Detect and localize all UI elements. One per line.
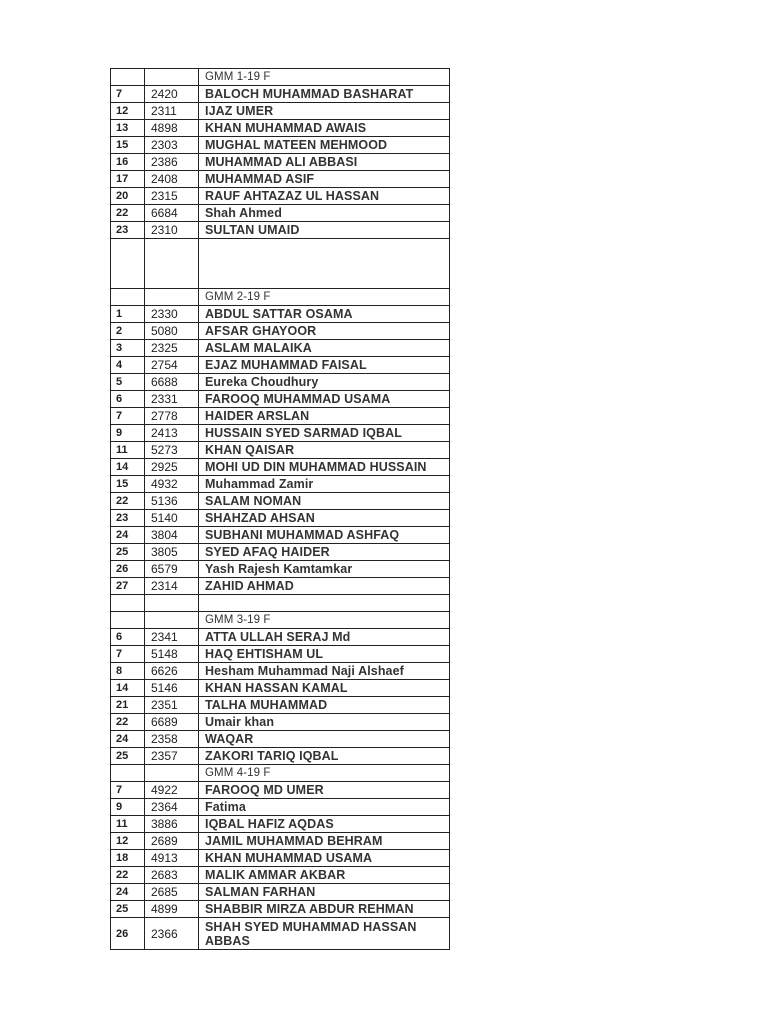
spacer-row xyxy=(111,595,450,612)
group-header-row xyxy=(111,69,450,86)
student-name: KHAN MUHAMMAD AWAIS xyxy=(199,120,450,137)
student-code: 2925 xyxy=(145,459,199,476)
roll-number: 15 xyxy=(111,476,145,493)
table-row xyxy=(111,884,450,901)
empty-cell xyxy=(111,289,145,306)
table-row xyxy=(111,374,450,391)
student-name: SHAH SYED MUHAMMAD HASSAN ABBAS xyxy=(199,918,450,950)
roll-number: 21 xyxy=(111,697,145,714)
roll-number: 22 xyxy=(111,867,145,884)
student-name: Umair khan xyxy=(199,714,450,731)
empty-cell xyxy=(111,612,145,629)
student-code: 5136 xyxy=(145,493,199,510)
student-code: 2331 xyxy=(145,391,199,408)
student-code: 2314 xyxy=(145,578,199,595)
roll-number: 7 xyxy=(111,782,145,799)
table-row xyxy=(111,782,450,799)
student-name: KHAN HASSAN KAMAL xyxy=(199,680,450,697)
student-name: IJAZ UMER xyxy=(199,103,450,120)
student-name: SUBHANI MUHAMMAD ASHFAQ xyxy=(199,527,450,544)
student-name: WAQAR xyxy=(199,731,450,748)
student-code: 2358 xyxy=(145,731,199,748)
student-code: 2683 xyxy=(145,867,199,884)
roll-number: 13 xyxy=(111,120,145,137)
student-name: SYED AFAQ HAIDER xyxy=(199,544,450,561)
roll-number: 12 xyxy=(111,833,145,850)
table-row xyxy=(111,578,450,595)
student-code: 2315 xyxy=(145,188,199,205)
roll-number: 11 xyxy=(111,816,145,833)
empty-cell xyxy=(199,239,450,289)
roll-number: 3 xyxy=(111,340,145,357)
student-code: 2366 xyxy=(145,918,199,950)
student-name: ASLAM MALAIKA xyxy=(199,340,450,357)
table-row xyxy=(111,714,450,731)
group-header-row xyxy=(111,612,450,629)
student-name: MUHAMMAD ASIF xyxy=(199,171,450,188)
roll-number: 16 xyxy=(111,154,145,171)
table-row xyxy=(111,86,450,103)
table-row xyxy=(111,680,450,697)
empty-cell xyxy=(199,595,450,612)
table-row xyxy=(111,154,450,171)
student-code: 2303 xyxy=(145,137,199,154)
table-row xyxy=(111,799,450,816)
empty-cell xyxy=(145,239,199,289)
empty-cell xyxy=(111,239,145,289)
table-row xyxy=(111,205,450,222)
roll-number: 25 xyxy=(111,748,145,765)
table-row xyxy=(111,391,450,408)
student-name: KHAN QAISAR xyxy=(199,442,450,459)
roll-number: 18 xyxy=(111,850,145,867)
table-row xyxy=(111,171,450,188)
student-code: 5080 xyxy=(145,323,199,340)
student-name: SHAHZAD AHSAN xyxy=(199,510,450,527)
student-code: 4898 xyxy=(145,120,199,137)
student-code: 4922 xyxy=(145,782,199,799)
table-row xyxy=(111,137,450,154)
student-name: SULTAN UMAID xyxy=(199,222,450,239)
empty-cell xyxy=(111,595,145,612)
empty-cell xyxy=(111,765,145,782)
table-row xyxy=(111,663,450,680)
table-row xyxy=(111,816,450,833)
roll-number: 24 xyxy=(111,884,145,901)
student-code: 6579 xyxy=(145,561,199,578)
table-row xyxy=(111,323,450,340)
student-name: MUGHAL MATEEN MEHMOOD xyxy=(199,137,450,154)
table-row xyxy=(111,833,450,850)
empty-cell xyxy=(145,612,199,629)
student-code: 2364 xyxy=(145,799,199,816)
student-name: JAMIL MUHAMMAD BEHRAM xyxy=(199,833,450,850)
roll-number: 26 xyxy=(111,918,145,950)
student-name: Shah Ahmed xyxy=(199,205,450,222)
student-code: 4913 xyxy=(145,850,199,867)
student-code: 5146 xyxy=(145,680,199,697)
student-code: 3804 xyxy=(145,527,199,544)
table-row xyxy=(111,476,450,493)
roll-number: 17 xyxy=(111,171,145,188)
table-row xyxy=(111,918,450,950)
student-name: Eureka Choudhury xyxy=(199,374,450,391)
table-row xyxy=(111,629,450,646)
student-code: 6688 xyxy=(145,374,199,391)
roll-number: 9 xyxy=(111,425,145,442)
group-title: GMM 3-19 F xyxy=(199,612,450,629)
roll-number: 27 xyxy=(111,578,145,595)
student-name: FAROOQ MD UMER xyxy=(199,782,450,799)
empty-cell xyxy=(145,289,199,306)
student-name: EJAZ MUHAMMAD FAISAL xyxy=(199,357,450,374)
student-name: TALHA MUHAMMAD xyxy=(199,697,450,714)
student-code: 2311 xyxy=(145,103,199,120)
student-code: 6626 xyxy=(145,663,199,680)
roll-number: 22 xyxy=(111,493,145,510)
student-code: 6689 xyxy=(145,714,199,731)
student-name: BALOCH MUHAMMAD BASHARAT xyxy=(199,86,450,103)
group-title: GMM 4-19 F xyxy=(199,765,450,782)
table-row xyxy=(111,222,450,239)
student-code: 2310 xyxy=(145,222,199,239)
empty-cell xyxy=(111,69,145,86)
table-row xyxy=(111,527,450,544)
group-header-row xyxy=(111,289,450,306)
student-name: Fatima xyxy=(199,799,450,816)
roll-number: 4 xyxy=(111,357,145,374)
empty-cell xyxy=(145,69,199,86)
roll-number: 1 xyxy=(111,306,145,323)
student-code: 2413 xyxy=(145,425,199,442)
student-code: 3886 xyxy=(145,816,199,833)
student-name: Hesham Muhammad Naji Alshaef xyxy=(199,663,450,680)
roster-body xyxy=(111,69,450,950)
table-row xyxy=(111,646,450,663)
table-row xyxy=(111,901,450,918)
table-row xyxy=(111,442,450,459)
student-name: ZAKORI TARIQ IQBAL xyxy=(199,748,450,765)
roll-number: 7 xyxy=(111,86,145,103)
student-name: ABDUL SATTAR OSAMA xyxy=(199,306,450,323)
roll-number: 23 xyxy=(111,222,145,239)
table-row xyxy=(111,306,450,323)
roll-number: 2 xyxy=(111,323,145,340)
table-row xyxy=(111,425,450,442)
roster-table xyxy=(110,68,450,950)
roll-number: 25 xyxy=(111,901,145,918)
student-name: Muhammad Zamir xyxy=(199,476,450,493)
empty-cell xyxy=(145,765,199,782)
table-row xyxy=(111,544,450,561)
table-row xyxy=(111,697,450,714)
roll-number: 6 xyxy=(111,391,145,408)
spacer-row xyxy=(111,239,450,289)
student-name: FAROOQ MUHAMMAD USAMA xyxy=(199,391,450,408)
roll-number: 20 xyxy=(111,188,145,205)
student-name: SALAM NOMAN xyxy=(199,493,450,510)
roll-number: 12 xyxy=(111,103,145,120)
student-code: 4899 xyxy=(145,901,199,918)
table-row xyxy=(111,340,450,357)
table-row xyxy=(111,103,450,120)
student-name: Yash Rajesh Kamtamkar xyxy=(199,561,450,578)
roll-number: 9 xyxy=(111,799,145,816)
student-name: ZAHID AHMAD xyxy=(199,578,450,595)
roll-number: 5 xyxy=(111,374,145,391)
roll-number: 25 xyxy=(111,544,145,561)
student-code: 2351 xyxy=(145,697,199,714)
student-code: 2330 xyxy=(145,306,199,323)
student-name: HAIDER ARSLAN xyxy=(199,408,450,425)
empty-cell xyxy=(145,595,199,612)
student-code: 2341 xyxy=(145,629,199,646)
student-name: MALIK AMMAR AKBAR xyxy=(199,867,450,884)
student-code: 2357 xyxy=(145,748,199,765)
student-name: IQBAL HAFIZ AQDAS xyxy=(199,816,450,833)
table-row xyxy=(111,731,450,748)
table-row xyxy=(111,493,450,510)
student-name: MOHI UD DIN MUHAMMAD HUSSAIN xyxy=(199,459,450,476)
student-name: AFSAR GHAYOOR xyxy=(199,323,450,340)
student-code: 2408 xyxy=(145,171,199,188)
roll-number: 7 xyxy=(111,646,145,663)
student-name: RAUF AHTAZAZ UL HASSAN xyxy=(199,188,450,205)
roll-number: 24 xyxy=(111,731,145,748)
table-row xyxy=(111,561,450,578)
roll-number: 24 xyxy=(111,527,145,544)
student-name: ATTA ULLAH SERAJ Md xyxy=(199,629,450,646)
group-title: GMM 2-19 F xyxy=(199,289,450,306)
roll-number: 22 xyxy=(111,714,145,731)
student-code: 2386 xyxy=(145,154,199,171)
roll-number: 11 xyxy=(111,442,145,459)
table-row xyxy=(111,459,450,476)
roll-number: 15 xyxy=(111,137,145,154)
table-row xyxy=(111,850,450,867)
student-code: 2325 xyxy=(145,340,199,357)
student-name: SALMAN FARHAN xyxy=(199,884,450,901)
roll-number: 8 xyxy=(111,663,145,680)
student-code: 6684 xyxy=(145,205,199,222)
student-code: 2420 xyxy=(145,86,199,103)
group-header-row xyxy=(111,765,450,782)
table-row xyxy=(111,357,450,374)
roll-number: 14 xyxy=(111,459,145,476)
student-code: 4932 xyxy=(145,476,199,493)
table-row xyxy=(111,510,450,527)
student-name: HUSSAIN SYED SARMAD IQBAL xyxy=(199,425,450,442)
table-row xyxy=(111,867,450,884)
roll-number: 26 xyxy=(111,561,145,578)
table-row xyxy=(111,748,450,765)
student-code: 5140 xyxy=(145,510,199,527)
table-row xyxy=(111,120,450,137)
student-name: HAQ EHTISHAM UL xyxy=(199,646,450,663)
roll-number: 7 xyxy=(111,408,145,425)
student-code: 5148 xyxy=(145,646,199,663)
student-code: 2778 xyxy=(145,408,199,425)
student-code: 2754 xyxy=(145,357,199,374)
student-name: MUHAMMAD ALI ABBASI xyxy=(199,154,450,171)
student-code: 3805 xyxy=(145,544,199,561)
roll-number: 22 xyxy=(111,205,145,222)
group-title: GMM 1-19 F xyxy=(199,69,450,86)
roll-number: 6 xyxy=(111,629,145,646)
student-code: 5273 xyxy=(145,442,199,459)
student-name: KHAN MUHAMMAD USAMA xyxy=(199,850,450,867)
table-row xyxy=(111,408,450,425)
student-code: 2689 xyxy=(145,833,199,850)
roll-number: 23 xyxy=(111,510,145,527)
student-name: SHABBIR MIRZA ABDUR REHMAN xyxy=(199,901,450,918)
roll-number: 14 xyxy=(111,680,145,697)
table-row xyxy=(111,188,450,205)
student-code: 2685 xyxy=(145,884,199,901)
